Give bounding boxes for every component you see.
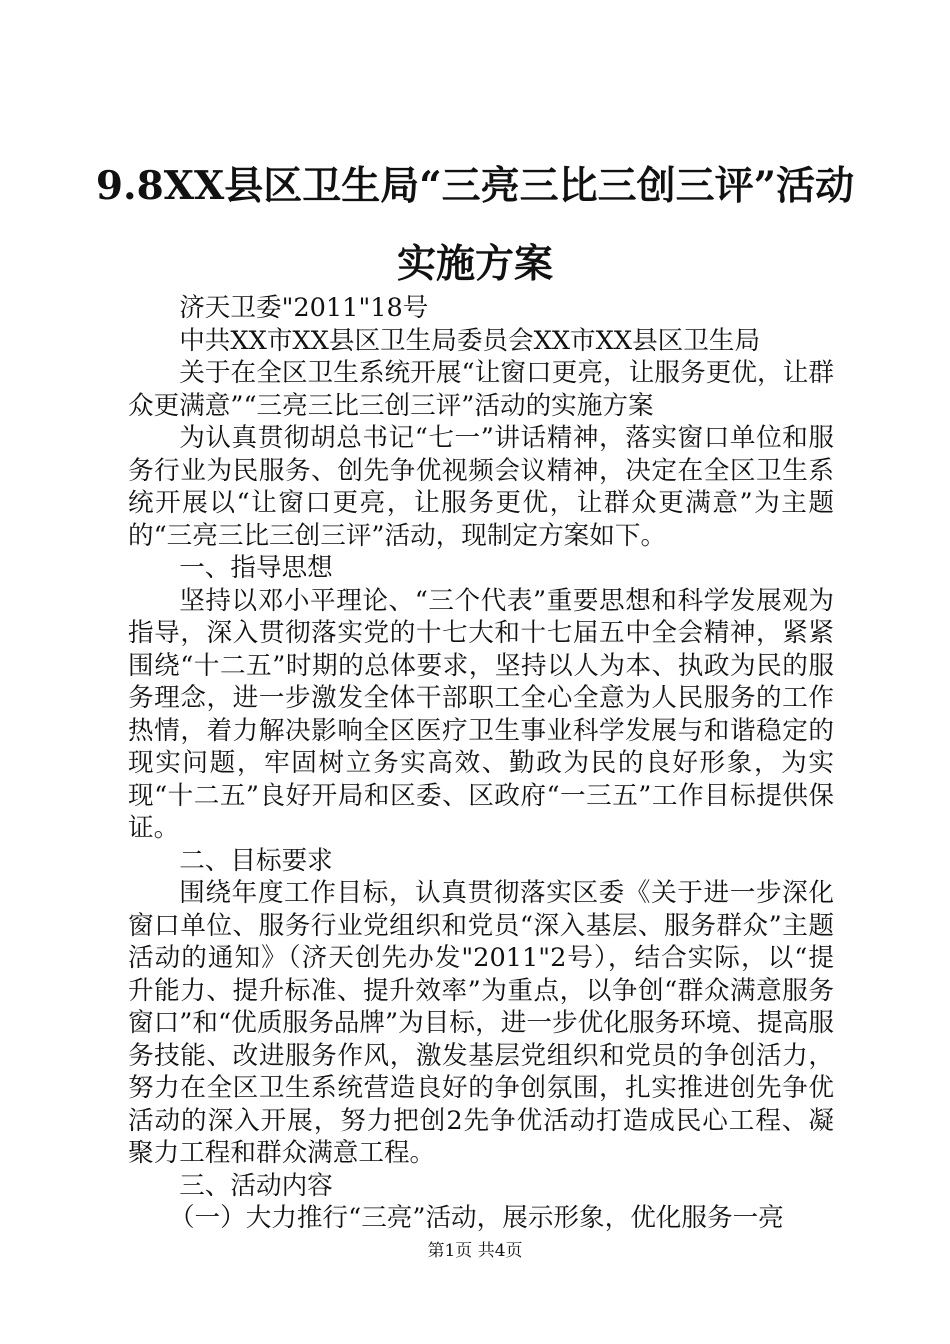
body-paragraph: （一）大力推行“三亮”活动，展示形象，优化服务一亮 — [168, 1203, 784, 1233]
issuing-authority: 中共XX市XX县区卫生局委员会XX市XX县区卫生局 — [179, 325, 761, 356]
document-number: 济天卫委"2011"18号 — [179, 293, 429, 323]
page-number-label: 第1页 共4页 — [427, 1241, 523, 1261]
document-subject: 关于在全区卫生系统开展“让窗口更亮，让服务更优，让群众更满意”“三亮三比三创三评”活动的实施方案 — [128, 358, 834, 421]
document-body — [128, 292, 834, 1235]
section-heading: 一、指导思想 — [179, 553, 333, 583]
document-title-line-2: 实施方案 — [396, 241, 553, 287]
page-footer — [0, 1240, 950, 1262]
document-title-line-1: 9.8XX县区卫生局“三亮三比三创三评”活动 — [95, 163, 855, 209]
section-heading: 二、目标要求 — [179, 845, 333, 876]
body-paragraph: 围绕年度工作目标，认真贯彻落实区委《关于进一步深化窗口单位、服务行业党组织和党员“深入基层、服务群众”主题活动的通知》（济天创先办发"2011"2号），结合实际，以“提升能力、提升标准、提升效率”为重点，以争创“群众满意服务窗口”和“优质服务品牌”为目标，进一步优化服务环境、提高服务技能、改进服务作风，激发基层党组织和党员的争创活力，努力在全区卫生系统营造良好的争创氛围，扎实推进创先争优活动的深入开展，努力把创2先争优活动打造成民心工程、凝聚力工程和群众满意工程。 — [128, 878, 834, 1168]
body-paragraph: 为认真贯彻胡总书记“七一”讲话精神，落实窗口单位和服务行业为民服务、创先争优视频会议精神，决定在全区卫生系统开展以“让窗口更亮，让服务更优，让群众更满意”为主题的“三亮三比三创三评”活动，现制定方案如下。 — [128, 423, 834, 551]
section-heading: 三、活动内容 — [179, 1170, 333, 1201]
body-paragraph: 坚持以邓小平理论、“三个代表”重要思想和科学发展观为指导，深入贯彻落实党的十七大和十七届五中全会精神，紧紧围绕“十二五”时期的总体要求，坚持以人为本、执政为民的服务理念，进一步激发全体干部职工全心全意为人民服务的工作热情，着力解决影响全区医疗卫生事业科学发展与和谐稳定的现实问题，牢固树立务实高效、勤政为民的良好形象，为实现“十二五”良好开局和区委、区政府“一三五”工作目标提供保证。 — [128, 585, 834, 843]
